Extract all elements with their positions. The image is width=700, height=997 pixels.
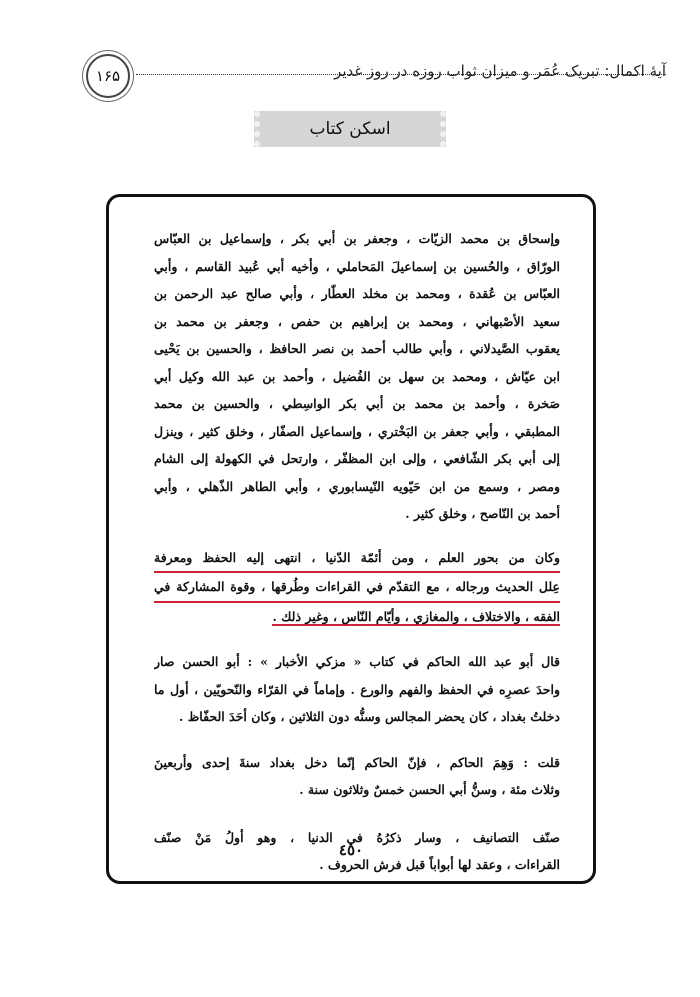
paragraph-4 — [154, 749, 560, 804]
text-line: الورّاق ، والحُسين بن إسماعيلَ المَحاملي ، وأخيه أبي عُبيد القاسم ، وأبي — [154, 258, 560, 274]
text-line: وإسحاق بن محمد الزيّات ، وجعفر بن أبي بكر ، وإسماعيل بن العبّاس — [154, 231, 560, 246]
underlined-line-last — [154, 603, 560, 631]
text-line: يعقوب الصَّيدلاني ، وأبي طالب أحمد بن نصر الحافظ ، والحسين بن يَحْيى — [154, 341, 560, 356]
text-line: قال أبو عبد الله الحاكم في كتاب « مزكي الأخبار » : أبو الحسن صار — [154, 654, 560, 669]
text-line: قلت : وَهِمَ الحاكم ، فإنّ الحاكم إنّما دخل بغداد سنةَ إحدى وأربعينَ — [154, 754, 560, 770]
paragraph-3 — [154, 648, 560, 731]
text-line: دخلتُ بغداد ، كان يحضر المجالس وسنُّه دون الثلاثين ، وكان أحَدَ الحفّاظ . — [179, 709, 560, 724]
paragraph-1 — [154, 225, 560, 528]
text-line: واحدَ عصرِه في الحفظ والفهم والورع . وإماماً في القرّاء والنّحويّين ، أول ما — [154, 681, 560, 697]
scanned-book-page — [106, 194, 596, 884]
folio-number: ٤٥٠ — [338, 841, 364, 859]
text-line: صنّف التصانيف ، وسار ذكرُهُ في الدنيا ، وهو أولُ مَنْ صنّف — [154, 829, 560, 845]
text-line: صَخرة ، وأحمد بن محمد بن أبي بكر الواسِطي ، والحسين بن محمد — [154, 396, 560, 411]
text-line: القراءات ، وعقد لها أبواباً قبل فرش الحروف . — [319, 857, 560, 872]
page-number-badge: ۱۶۵ — [86, 54, 130, 98]
text-line: ومصر ، وسمع من ابن حَيّويه النّيسابوري ، وأبي الطاهر الذّهلي ، وأبي — [154, 478, 560, 494]
scan-label: اسکن کتاب — [254, 111, 446, 147]
page-header — [86, 56, 666, 92]
underlined-line: وكان من بحور العلم ، ومن أئمّة الدّنيا ، انتهى إليه الحفظ ومعرفة — [154, 544, 560, 574]
text-line: أحمد بن النّاصح ، وخلق كثير . — [405, 506, 560, 521]
underline-span: الفقه ، والاختلاف ، والمغازي ، وأيّام النّاس ، وغير ذلك . — [272, 608, 560, 624]
text-line: إلى أبي بكر الشّافعي ، وإلى ابن المظفّر ، وارتحل في الكهولة إلى الشام — [154, 451, 560, 466]
text-line: المطبقي ، وأبي جعفر بن البَخْتري ، وإسماعيل الصفّار ، وخلق كثير ، وينزل — [154, 423, 560, 439]
highlighted-paragraph — [154, 544, 560, 631]
text-line: العبّاس بن عُقدة ، ومحمد بن مخلد العطّار ، وأبي صالح عبد الرحمن بن — [154, 286, 560, 301]
header-divider — [136, 74, 666, 75]
chapter-title: آیهٔ اکمال: تبریک عُمَر و میزان ثواب روزه در روز غدیر — [334, 62, 666, 80]
scanned-text — [154, 225, 560, 893]
text-line: سعيد الأصْبهاني ، ومحمد بن إبراهيم بن حفص ، وجعفر بن محمد بن — [154, 313, 560, 329]
underlined-line: عِلل الحديث ورجاله ، مع التقدّم في القراءات وطُرقها ، وقوة المشاركة في — [154, 573, 560, 603]
text-line: وثلاث مئة ، وسنُّ أبي الحسن خمسٌ وثلاثون سنة . — [299, 782, 560, 797]
text-line: ابن عيّاش ، ومحمد بن سهل بن الفُضيل ، وأحمد بن عبد الله وكيل أبي — [154, 368, 560, 384]
